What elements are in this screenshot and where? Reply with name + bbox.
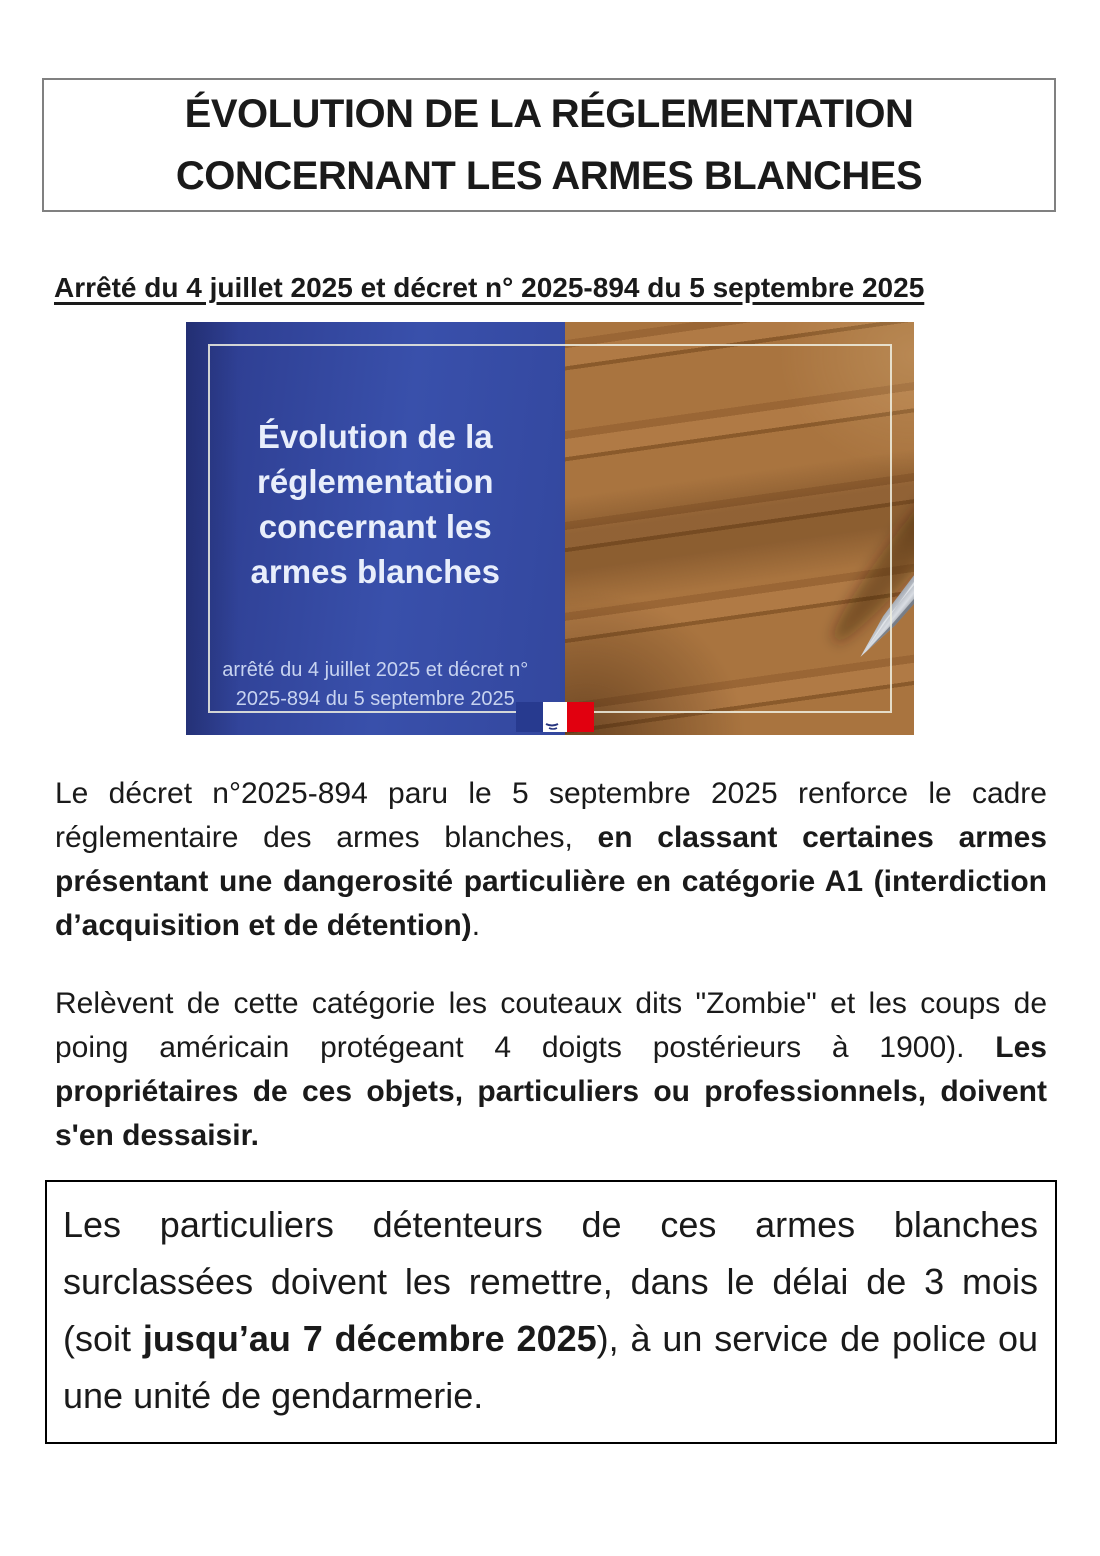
banner-blue-panel bbox=[186, 322, 565, 735]
french-republic-flag-icon bbox=[516, 702, 594, 732]
knife-photo bbox=[565, 322, 914, 735]
notice-box bbox=[45, 1180, 1057, 1444]
banner-title: Évolution de la réglementation concernant les armes blanches bbox=[250, 418, 500, 590]
document-title-line-1: ÉVOLUTION DE LA RÉGLEMENTATION bbox=[184, 92, 914, 136]
section-heading: Arrêté du 4 juillet 2025 et décret n° 2025-894 du 5 septembre 2025 bbox=[54, 272, 925, 303]
document-title-box bbox=[42, 78, 1056, 212]
notice-text: Les particuliers détenteurs de ces armes blanches surclassées doivent les remettre, dans le délai de 3 mois (soit jusqu’au 7 décembre 2025), à un service de police ou une unité de gendarmerie. bbox=[63, 1204, 1038, 1416]
document-title-line-2: CONCERNANT LES ARMES BLANCHES bbox=[175, 154, 923, 198]
banner-image bbox=[186, 322, 914, 735]
paragraph-categorie: Relèvent de cette catégorie les couteaux dits "Zombie" et les coups de poing américain protégeant 4 doigts postérieurs à 1900). Les propriétaires de ces objets, particuliers ou professionnels, doivent s'en dessaisir. bbox=[55, 987, 1047, 1152]
banner-subtitle: arrêté du 4 juillet 2025 et décret n° 2025-894 du 5 septembre 2025 bbox=[222, 659, 529, 710]
paragraph-decret: Le décret n°2025-894 paru le 5 septembre 2025 renforce le cadre réglementaire des armes blanches, en classant certaines armes présentant une dangerosité particulière en catégorie A1 (interdiction d’acquisition et de détention). bbox=[55, 777, 1047, 942]
switchblade-knife-icon bbox=[565, 322, 914, 735]
